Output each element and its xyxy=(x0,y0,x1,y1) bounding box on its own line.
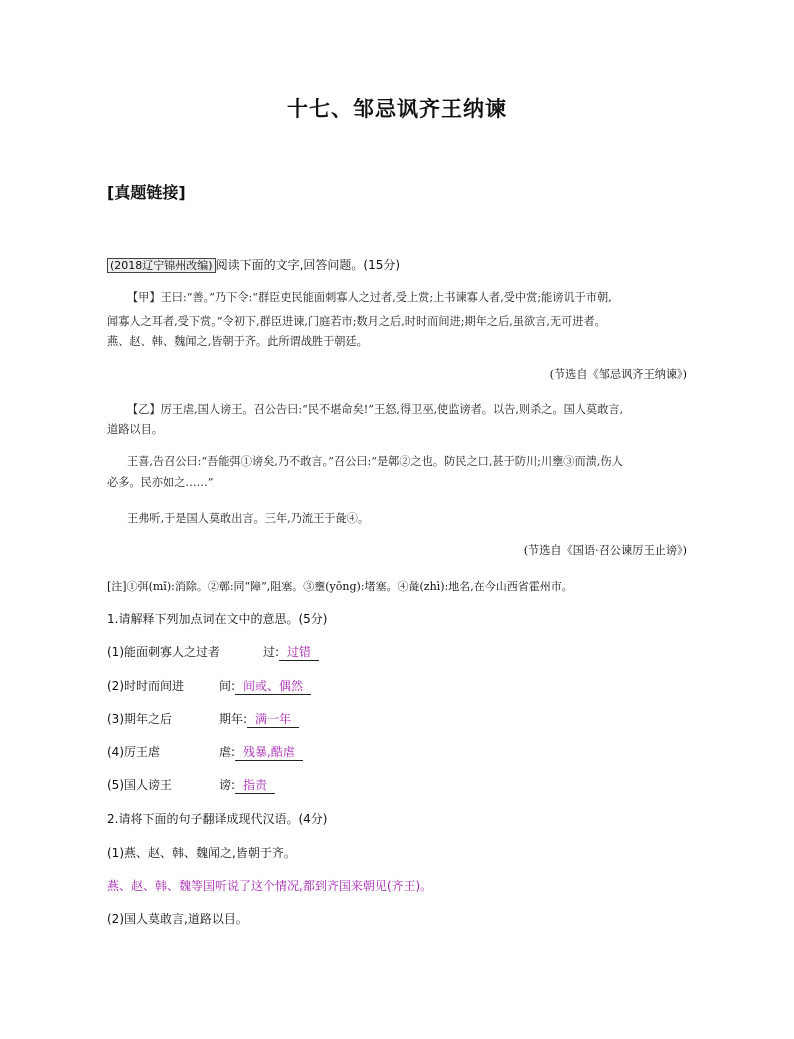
q1-word: 虐: xyxy=(219,745,236,759)
source-tag: (2018辽宁锦州改编) xyxy=(107,258,216,273)
passage-b-line5: 王弗听,于是国人莫敢出言。三年,乃流王于彘④。 xyxy=(127,512,370,525)
question-intro: 阅读下面的文字,回答问题。(15分) xyxy=(215,258,401,272)
q1-answer: 指责 xyxy=(235,776,275,794)
q1-answer: 过错 xyxy=(279,643,319,661)
q1-answer-row xyxy=(263,643,319,661)
q1-phrase: (5)国人谤王 xyxy=(107,778,172,792)
q1-item xyxy=(107,643,220,660)
passage-a-line1: 【甲】王曰:“善。”乃下令:“群臣吏民能面刺寡人之过者,受上赏;上书谏寡人者,受中赏;能谤讥于市朝, xyxy=(127,291,612,304)
passage-b-source: (节选自《国语·召公谏厉王止谤》) xyxy=(523,544,687,557)
passage-b-line1: 【乙】厉王虐,国人谤王。召公告曰:“民不堪命矣!”王怒,得卫巫,使监谤者。以告,则杀之。国人莫敢言, xyxy=(127,403,624,416)
q1-item xyxy=(107,677,184,694)
q1-prompt: 1.请解释下列加点词在文中的意思。(5分) xyxy=(107,612,328,626)
q1-item xyxy=(107,743,160,760)
q2-prompt: 2.请将下面的句子翻译成现代汉语。(4分) xyxy=(107,812,328,826)
q1-answer-row xyxy=(219,677,311,695)
passage-a-source: (节选自《邹忌讽齐王纳谏》) xyxy=(549,368,687,381)
q1-answer: 满一年 xyxy=(247,710,299,728)
q1-answer: 间或、偶然 xyxy=(235,677,311,695)
page-title: 十七、邹忌讽齐王纳谏 xyxy=(287,96,507,121)
q1-item xyxy=(107,776,172,793)
q1-answer-row xyxy=(219,710,299,728)
passage-a-line3: 燕、赵、韩、魏闻之,皆朝于齐。此所谓战胜于朝廷。 xyxy=(107,335,368,348)
q1-phrase: (4)厉王虐 xyxy=(107,745,160,759)
q1-answer-row xyxy=(219,743,303,761)
q1-word: 过: xyxy=(263,645,280,659)
q1-word: 间: xyxy=(219,679,236,693)
q1-answer: 残暴,酷虐 xyxy=(235,743,303,761)
q2-sentence-2: (2)国人莫敢言,道路以目。 xyxy=(107,912,248,926)
passage-b-line3: 王喜,告召公曰:“吾能弭①谤矣,乃不敢言。”召公曰:“是鄣②之也。防民之口,甚于防川;川壅③而溃,伤人 xyxy=(127,455,623,468)
q2-answer-1: 燕、赵、韩、魏等国听说了这个情况,都到齐国来朝见(齐王)。 xyxy=(107,879,433,893)
q1-phrase: (1)能面刺寡人之过者 xyxy=(107,645,220,659)
q1-phrase: (2)时时而间进 xyxy=(107,679,184,693)
q1-word: 期年: xyxy=(219,712,248,726)
passage-b-line4: 必多。民亦如之……” xyxy=(107,476,214,489)
q1-answer-row xyxy=(219,776,275,794)
passage-a-line2: 闻寡人之耳者,受下赏。”令初下,群臣进谏,门庭若市;数月之后,时时而间进;期年之后,虽欲言,无可进者。 xyxy=(107,315,606,328)
annotation-notes: [注]①弭(mǐ):消除。②鄣:同“障”,阻塞。③壅(yōng):堵塞。④彘(zhì):地名,在今山西省霍州市。 xyxy=(107,580,573,593)
q1-word: 谤: xyxy=(219,778,236,792)
q1-item xyxy=(107,710,172,727)
q2-sentence-1: (1)燕、赵、韩、魏闻之,皆朝于齐。 xyxy=(107,846,296,860)
passage-b-line2: 道路以目。 xyxy=(107,423,163,436)
question-header xyxy=(107,256,400,273)
section-heading: [真题链接] xyxy=(107,183,186,202)
q1-phrase: (3)期年之后 xyxy=(107,712,172,726)
